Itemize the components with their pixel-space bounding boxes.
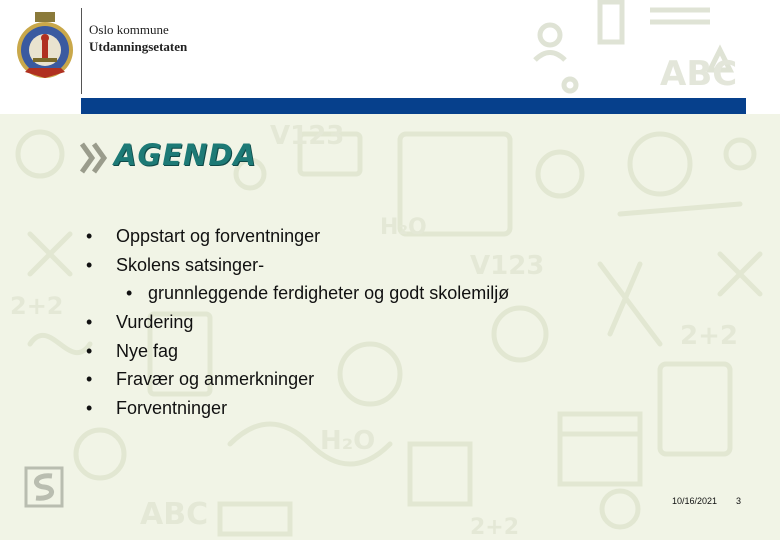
svg-text:V123: V123: [470, 251, 545, 281]
svg-text:H₂O: H₂O: [380, 215, 427, 240]
svg-text:ABC: ABC: [660, 54, 738, 94]
bullet-icon: •: [86, 312, 93, 333]
slide-number: 3: [736, 496, 742, 506]
svg-text:2+2: 2+2: [680, 321, 738, 351]
oslo-crest-icon: [15, 10, 75, 80]
svg-text:V123: V123: [270, 121, 345, 151]
svg-text:2+2: 2+2: [470, 515, 520, 540]
bullet-icon: •: [86, 340, 93, 361]
bullet-icon: •: [86, 226, 93, 246]
bullet-icon: •: [86, 369, 93, 390]
list-item-text: Vurdering: [116, 312, 194, 333]
svg-text:H₂O: H₂O: [320, 426, 376, 456]
slide-date: 10/16/2021: [672, 496, 718, 506]
svg-text:ABC: ABC: [140, 497, 209, 532]
bullet-icon: •: [86, 254, 93, 275]
slide-header: [0, 0, 780, 98]
organization-block: [89, 21, 187, 55]
list-item-text: Forventninger: [116, 398, 228, 419]
header-decoration-icons: [520, 0, 780, 98]
svg-text:2+2: 2+2: [10, 292, 64, 320]
slide-title-text: AGENDA: [114, 138, 257, 172]
list-item-text: Nye fag: [116, 340, 179, 361]
bullet-icon: •: [86, 398, 93, 419]
list-item-text: Skolens satsinger-: [116, 254, 265, 275]
list-item-text: Oppstart og forventninger: [116, 226, 321, 246]
department-name: Utdanningsetaten: [89, 39, 188, 54]
school-logo-icon: [24, 466, 64, 508]
double-chevron-icon: [80, 140, 110, 176]
header-divider: [81, 8, 82, 94]
list-item-text: Fravær og anmerkninger: [116, 369, 315, 390]
header-accent-bar: [81, 98, 746, 114]
organization-name: Oslo kommune: [89, 22, 169, 37]
bullet-icon: •: [126, 283, 133, 304]
list-item-text: grunnleggende ferdigheter og godt skolemiljø: [148, 283, 510, 304]
